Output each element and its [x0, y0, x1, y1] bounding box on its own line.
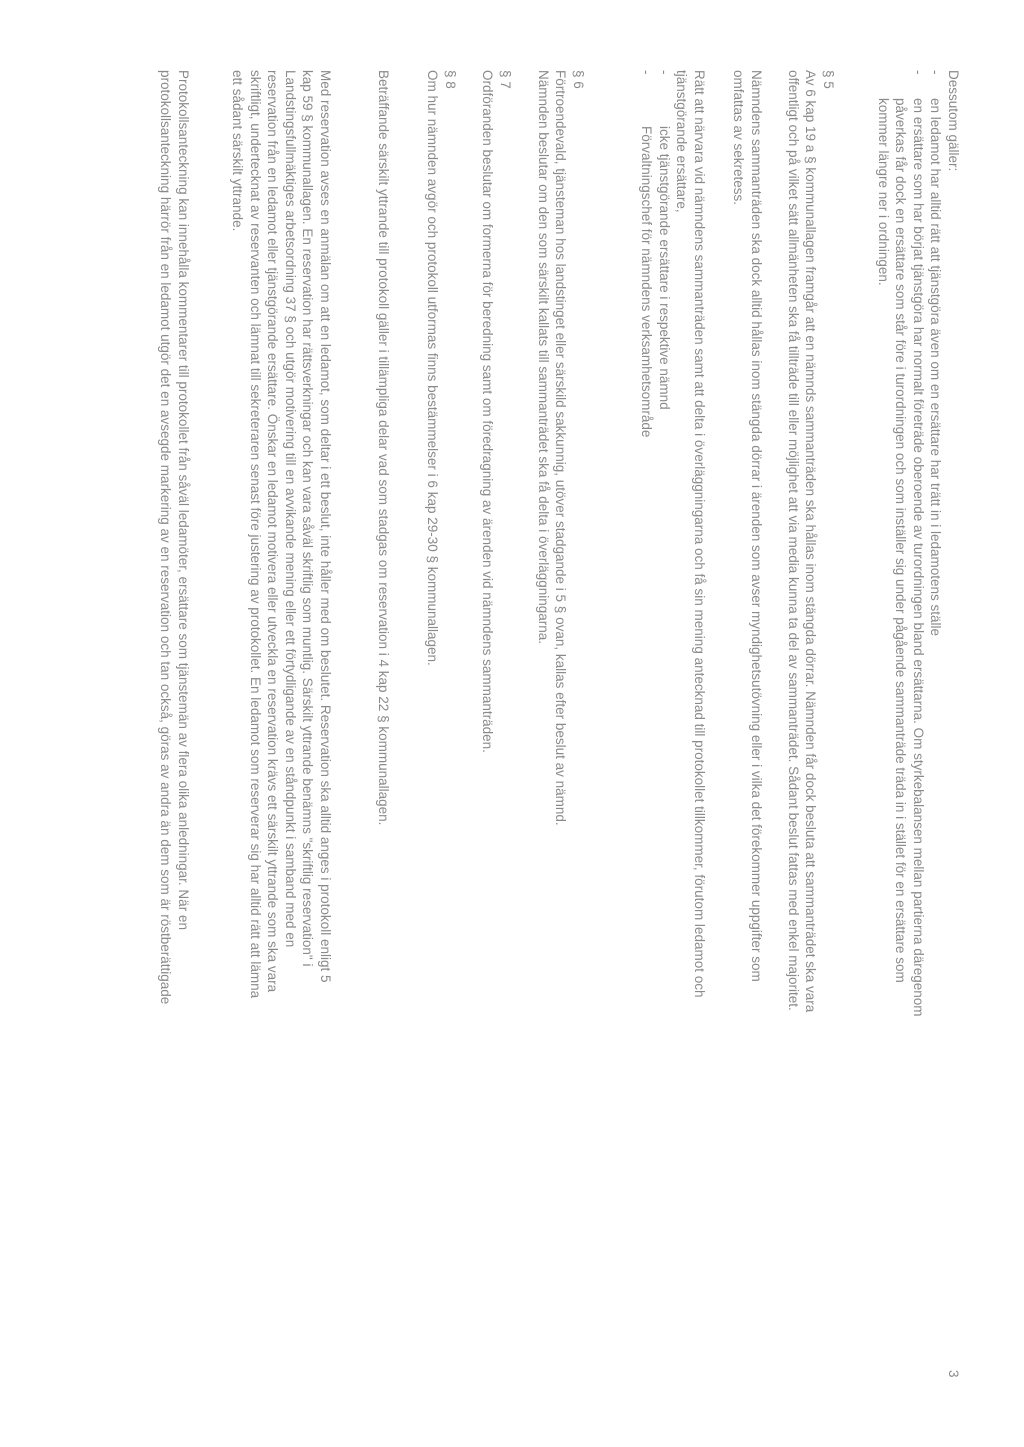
section-heading: § 8 — [443, 70, 458, 89]
section-5 — [785, 70, 838, 1400]
bullet-dash: - — [639, 70, 655, 75]
intro-lead: Dessutom gäller: — [946, 70, 961, 172]
text-line: reservation från en ledamot eller tjänstgörande ersättare. Önskar en ledamot motivera eller utveckla en reservation krävs ett särskilt yttrande som ska vara — [265, 70, 281, 993]
text-line: omfattas av sekretess. — [731, 70, 747, 206]
text-line: kap 59 § kommunallagen. En reservation har rättsverkningar och kan vara såväl skriftlig som muntlig. Särskilt yttrande benämns "skriftlig reservation" i — [300, 70, 316, 967]
section-heading: § 7 — [498, 70, 513, 89]
section-heading: § 5 — [821, 70, 836, 89]
text-line: Ordföranden beslutar om formerna för beredning samt om föredragning av ärenden vid nämndens sammanträden. — [480, 70, 496, 753]
intro-item-1: en ledamot har alltid rätt att tjänstgöra även om en ersättare har trätt in i ledamotens ställe — [928, 98, 944, 637]
text-line: ett sådant särskilt yttrande. — [230, 70, 246, 232]
text-line: skriftligt, undertecknat av reservanten och lämnat till sekreteraren senast före justering av protokollet. En ledamot som reserverar sig har alltid rätt att lämna — [248, 70, 263, 999]
text-line: Nämndens sammanträden ska dock alltid hållas inom stängda dörrar i ärenden som avser myndighetsutövning eller i vilka det förekommer uppgifter som — [749, 70, 764, 982]
text-line: Med reservation avses en anmälan om att en ledamot, som deltar i ett beslut, inte håller med om beslutet. Reservation ska alltid anges i protokoll enligt 5 — [318, 70, 333, 983]
text-line: Nämnden beslutar om den som särskilt kallats till sammanträdet ska få delta i överläggningarna. — [536, 70, 551, 645]
section-heading: § 6 — [571, 70, 586, 89]
text-line: Om hur nämnden avgör och protokoll utformas finns bestämmelser i 6 kap 29-30 § kommunallagen. — [425, 70, 441, 666]
list-item — [927, 70, 945, 1400]
page-number: 3 — [946, 1370, 961, 1378]
list-item-text: icke tjänstgörande ersättare i respektive nämnd — [657, 126, 672, 410]
section-6 — [535, 70, 588, 1400]
text-line: Landstingsfullmäktiges arbetsordning 37 § och utgör motivering till en avvikande mening eller ett förtydligande av en ståndpunkt i samband med en — [283, 70, 298, 948]
bullet-dash: - — [657, 70, 672, 75]
text-line: Protokollsanteckning kan innehålla kommentarer till protokollet från såväl ledamöter, ersättare som tjänstemän av flera olika anledningar. När en — [176, 70, 191, 930]
section-8 — [424, 70, 459, 1400]
section-8-paragraph-2 — [375, 70, 393, 1400]
section-5-paragraph-3 — [638, 70, 708, 1400]
bullet-dash: - — [911, 70, 926, 75]
text-line: Förtroendevald, tjänsteman hos landstinget eller särskild sakkunnig, utöver stadgande i 5 § ovan, kallas efter beslut av nämnd. — [553, 70, 569, 826]
text-line: Beträffande särskilt yttrande till protokoll gäller i tillämpliga delar vad som stadgas om reservation i 4 kap 22 § kommunallagen. — [376, 70, 391, 826]
list-item — [638, 70, 656, 1400]
text-line: offentligt och på vilket sätt allmänheten ska få tillträde till eller möjlighet att via media kunna ta del av sammanträdet. Sådant beslut fattas med enkel majoritet. — [786, 70, 801, 1011]
bullet-dash: - — [928, 70, 944, 75]
list-item — [910, 70, 928, 1400]
intro-item-2: en ersättare som har börjat tjänstgöra har normalt företräde oberoende av turordningen bland ersättarna. Om styrkebalansen mellan partierna däregenom — [911, 98, 926, 1017]
list-item-text: Förvaltningschef för nämndens verksamhetsområde — [639, 126, 655, 438]
intro-continuation-line: kommer längre ner i ordningen. — [876, 98, 891, 286]
text-line: tjänstgörande ersättare, — [674, 70, 690, 213]
section-5-paragraph-2 — [730, 70, 765, 1400]
section-8-paragraph-3 — [229, 70, 334, 1400]
text-line: Rätt att närvara vid nämndens sammanträden samt att delta i överläggningarna och få sin mening antecknad till protokollet tillkommer, förutom ledamot och — [692, 70, 707, 998]
text-line: Av 6 kap 19 a § kommunallagen framgår att en nämnds sammanträden ska hållas inom stängda dörrar. Nämnden får dock besluta att sammanträdet ska vara — [803, 70, 819, 1013]
intro-section — [875, 70, 963, 1400]
section-8-paragraph-4 — [157, 70, 192, 1400]
section-7 — [479, 70, 514, 1400]
text-line: protokollsanteckning härrör från en ledamot utgör det en avsegde markering av en reservation och tan också, göras av andra än dem som är röstberättigade — [158, 70, 174, 1005]
intro-continuation-line: påverkas får dock en ersättare som står före i turordningen och som inställer sig under pågående sammanträde träda in i stället för en ersättare som — [893, 98, 909, 983]
list-item — [656, 70, 674, 1400]
rotated-content — [102, 70, 962, 1400]
